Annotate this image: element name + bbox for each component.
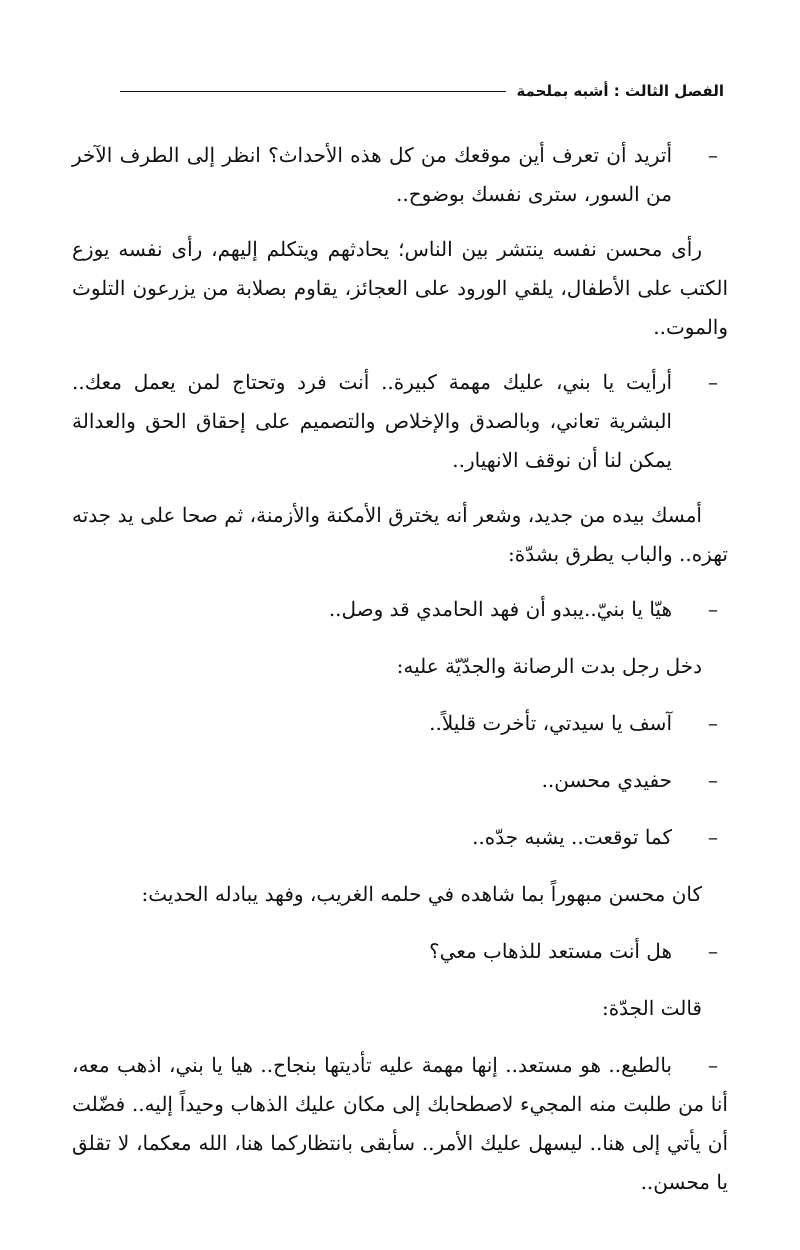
paragraph-text: هل أنت مستعد للذهاب معي؟ — [429, 939, 672, 963]
dialogue-dash: – — [708, 711, 718, 735]
narrative-paragraph — [72, 647, 728, 686]
dialogue-dash: – — [708, 143, 718, 167]
dialogue-paragraph — [72, 818, 728, 857]
chapter-title: الفصل الثالث : أشبه بملحمة — [516, 82, 724, 100]
narrative-paragraph — [72, 496, 728, 574]
narrative-paragraph — [72, 230, 728, 347]
dialogue-paragraph — [72, 363, 728, 480]
paragraph-text: آسف يا سيدتي، تأخرت قليلاً.. — [429, 711, 672, 735]
paragraph-text: حفيدي محسن.. — [541, 768, 672, 792]
dialogue-paragraph — [72, 590, 728, 629]
dialogue-paragraph — [72, 761, 728, 800]
paragraph-text: بالطبع.. هو مستعد.. إنها مهمة عليه تأديتها بنجاح.. هيا يا بني، اذهب معه، أنا من طلبت منه المجيء لاصطحابك إلى مكان عليك الذهاب وحيداً إليه.. فضّلت أن يأتي إلى هنا.. ليسهل عليك الأمر.. سأبقى بانتظاركما هنا، الله معكما، لا تقلق يا محسن.. — [72, 1053, 728, 1194]
paragraph-text: رأى محسن نفسه ينتشر بين الناس؛ يحادثهم ويتكلم إليهم، رأى نفسه يوزع الكتب على الأطفال، يلقي الورود على العجائز، يقاوم بصلابة من يزرعون التلوث والموت.. — [72, 237, 728, 339]
paragraph-text: قالت الجدّة: — [601, 996, 702, 1020]
paragraph-text: كما توقعت.. يشبه جدّه.. — [472, 825, 672, 849]
dialogue-dash: – — [708, 370, 718, 394]
dialogue-paragraph — [72, 1046, 728, 1202]
narrative-paragraph — [72, 875, 728, 914]
running-header — [120, 78, 724, 104]
paragraph-text: أتريد أن تعرف أين موقعك من كل هذه الأحداث؟ انظر إلى الطرف الآخر من السور، سترى نفسك بوضوح.. — [72, 143, 672, 206]
dialogue-dash: – — [708, 1053, 718, 1077]
narrative-paragraph — [72, 989, 728, 1028]
paragraph-text: كان محسن مبهوراً بما شاهده في حلمه الغريب، وفهد يبادله الحديث: — [141, 882, 702, 906]
paragraph-text: دخل رجل بدت الرصانة والجدّيّة عليه: — [396, 654, 702, 678]
dialogue-dash: – — [708, 939, 718, 963]
dialogue-dash: – — [708, 825, 718, 849]
paragraph-text: هيّا يا بنيّ..يبدو أن فهد الحامدي قد وصل.. — [328, 597, 672, 621]
dialogue-dash: – — [708, 597, 718, 621]
dialogue-dash: – — [708, 768, 718, 792]
page-body — [72, 136, 728, 1218]
paragraph-text: أرأيت يا بني، عليك مهمة كبيرة.. أنت فرد وتحتاج لمن يعمل معك.. البشرية تعاني، وبالصدق والإخلاص والتصميم على إحقاق الحق والعدالة يمكن لنا أن نوقف الانهيار.. — [72, 370, 672, 472]
dialogue-paragraph — [72, 932, 728, 971]
dialogue-paragraph — [72, 704, 728, 743]
paragraph-text: أمسك بيده من جديد، وشعر أنه يخترق الأمكنة والأزمنة، ثم صحا على يد جدته تهزه.. والباب يطرق بشدّة: — [72, 503, 728, 566]
header-rule — [120, 91, 506, 92]
dialogue-paragraph — [72, 136, 728, 214]
